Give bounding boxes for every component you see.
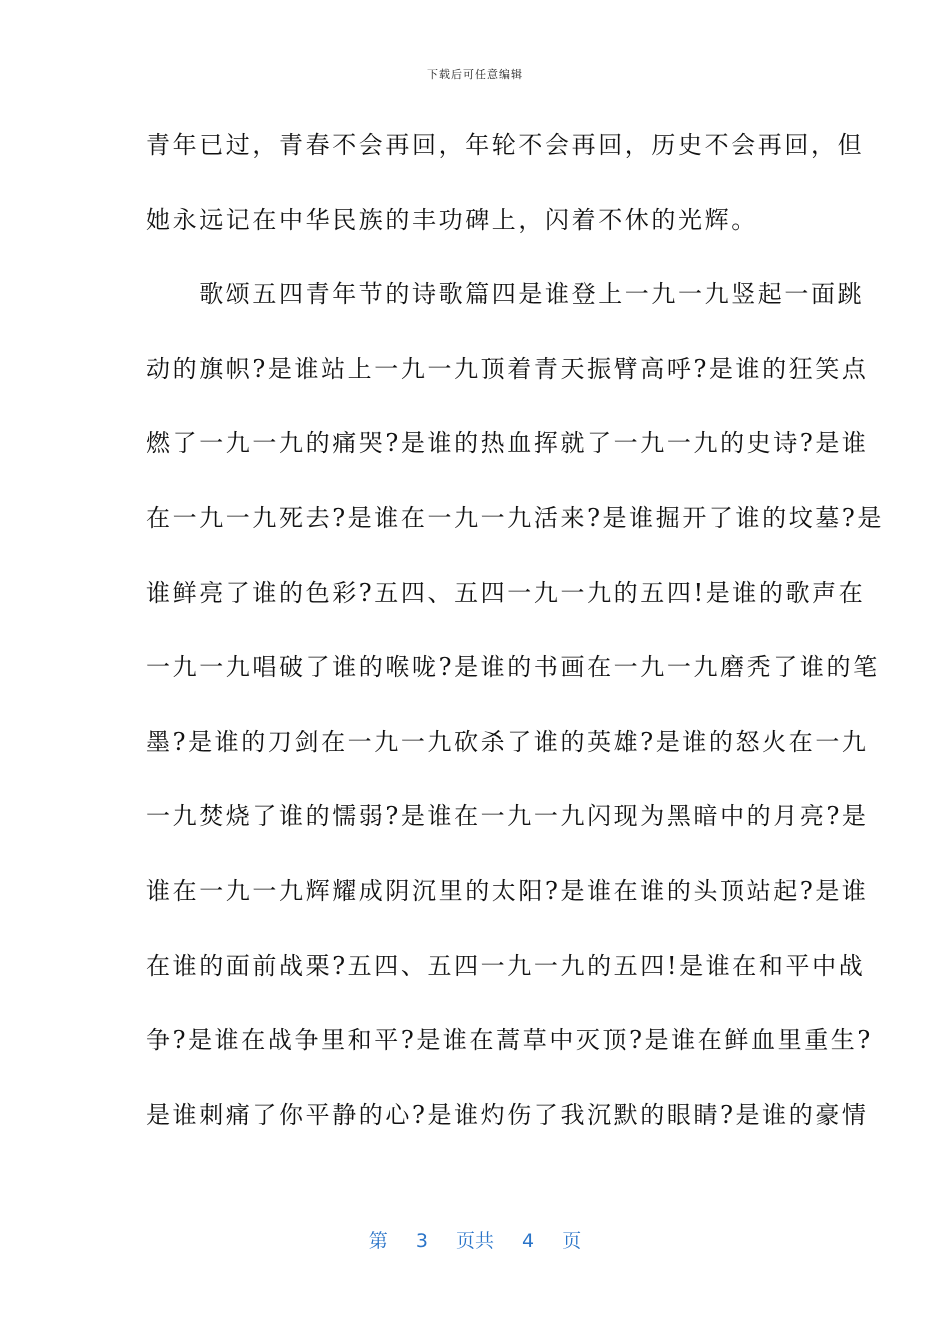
text-line: 争?是谁在战争里和平?是谁在蒿草中灭顶?是谁在鲜血里重生?: [146, 1026, 873, 1055]
total-page-number: 4: [522, 1230, 535, 1252]
text-line: 是谁刺痛了你平静的心?是谁灼伤了我沉默的眼睛?是谁的豪情: [146, 1100, 869, 1129]
text-line: 动的旗帜?是谁站上一九一九顶着青天振臂高呼?是谁的狂笑点: [146, 354, 869, 383]
footer-prefix: 第: [368, 1230, 388, 1252]
document-body: [146, 124, 884, 1168]
footer-suffix: 页: [562, 1230, 582, 1252]
text-line: 一九焚烧了谁的懦弱?是谁在一九一九闪现为黑暗中的月亮?是: [146, 802, 869, 831]
text-line: 燃了一九一九的痛哭?是谁的热血挥就了一九一九的史诗?是谁: [146, 429, 869, 458]
page-footer: [0, 1226, 950, 1253]
text-line: 青年已过，青春不会再回，年轮不会再回，历史不会再回，但: [146, 131, 865, 159]
footer-middle: 页共: [455, 1230, 494, 1252]
text-line: 歌颂五四青年节的诗歌篇四是谁登上一九一九竖起一面跳: [146, 280, 865, 309]
text-line: 她永远记在中华民族的丰功碑上，闪着不休的光辉。: [146, 205, 758, 234]
current-page-number: 3: [415, 1230, 428, 1252]
text-line: 在一九一九死去?是谁在一九一九活来?是谁掘开了谁的坟墓?是: [146, 503, 884, 532]
text-line: 谁鲜亮了谁的色彩?五四、五四一九一九的五四!是谁的歌声在: [146, 578, 866, 607]
text-line: 谁在一九一九辉耀成阴沉里的太阳?是谁在谁的头顶站起?是谁: [146, 876, 869, 905]
text-line: 一九一九唱破了谁的喉咙?是谁的书画在一九一九磨秃了谁的笔: [146, 653, 880, 682]
text-line: 墨?是谁的刀剑在一九一九砍杀了谁的英雄?是谁的怒火在一九: [146, 727, 869, 756]
text-line: 在谁的面前战栗?五四、五四一九一九的五四!是谁在和平中战: [146, 951, 866, 980]
page-header: 下载后可任意编辑: [427, 68, 523, 81]
